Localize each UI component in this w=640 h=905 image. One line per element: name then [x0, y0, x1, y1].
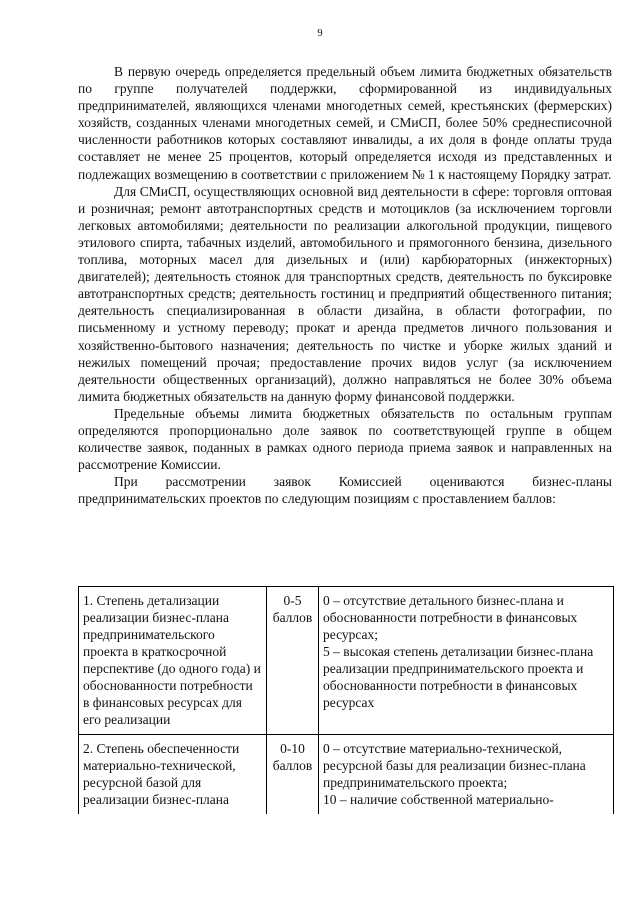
scale-line: 0 – отсутствие детального бизнес-плана и обоснованности потребности в финансовых ресурсах;	[323, 593, 578, 642]
criterion-cell: 1. Степень детализации реализации бизнес-плана предпринимательского проекта в краткосрочной перспективе (до одного года) и обоснованности потребности в финансовых ресурсах для его реализации	[79, 587, 267, 735]
paragraph-activity-limit: Для СМиСП, осуществляющих основной вид деятельности в сфере: торговля оптовая и розничная; ремонт автотранспортных средств и мотоциклов (за исключением торговли легковых автомобилями; деятельности по реализации алкогольной продукции, пищевого этилового спирта, табачных изделий, автомобильного и прямогонного бензина, дизельного топлива, моторных масел для дизельных и (или) карбюраторных (инжекторных) двигателей); деятельность стоянок для транспортных средств, деятельность по буксировке автотранспортных средств; деятельность гостиниц и предприятий общественного питания; деятельность специализированная в области дизайна, в области фотографии, по письменному и устному переводу; прокат и аренда предметов личного пользования и хозяйственно-бытового назначения; деятельность по чистке и уборке жилых зданий и нежилых помещений прочая; предоставление прочих видов услуг (за исключением деятельности общественных организаций), должно направляться не более 30% объема лимита бюджетных обязательств на данную форму финансовой поддержки.	[78, 183, 612, 404]
criteria-table	[78, 586, 614, 814]
scale-line: 0 – отсутствие материально-технической, ресурсной базы для реализации бизнес-плана предпринимательского проекта;	[323, 741, 586, 790]
table-row	[79, 735, 614, 815]
scale-line: 10 – наличие собственной материально-	[323, 792, 554, 807]
paragraph-priority-group: В первую очередь определяется предельный объем лимита бюджетных обязательств по группе получателей поддержки, сформированной из индивидуальных предпринимателей, являющихся членами многодетных семей, крестьянских (фермерских) хозяйств, созданных членами многодетных семей, и СМиСП, более 50% среднесписочной численности работников которых составляют инвалиды, а их доля в фонде оплаты труда составляет не менее 25 процентов, который определяется исходя из представленных и подлежащих возмещению в соответствии с приложением № 1 к настоящему Порядку затрат.	[78, 64, 612, 182]
table-row	[79, 587, 614, 735]
body-text	[78, 63, 612, 507]
paragraph-other-groups: Предельные объемы лимита бюджетных обязательств по остальным группам определяются пропорционально доле заявок по соответствующей группе в общем количестве заявок, поданных в рамках одного периода приема заявок и направленных на рассмотрение Комиссии.	[78, 405, 612, 473]
points-cell: 0-5 баллов	[267, 587, 319, 735]
scale-cell	[319, 587, 614, 735]
points-cell: 0-10 баллов	[267, 735, 319, 815]
paragraph-scoring-intro: При рассмотрении заявок Комиссией оцениваются бизнес-планы предпринимательских проектов по следующим позициям с проставлением баллов:	[78, 474, 612, 507]
scale-cell	[319, 735, 614, 815]
criterion-cell: 2. Степень обеспеченности материально-технической, ресурсной базой для реализации бизнес-плана	[79, 735, 267, 815]
page-number: 9	[317, 28, 323, 39]
scale-line: 5 – высокая степень детализации бизнес-плана реализации предпринимательского проекта и обоснованности потребности в финансовых ресурсах	[323, 644, 594, 710]
